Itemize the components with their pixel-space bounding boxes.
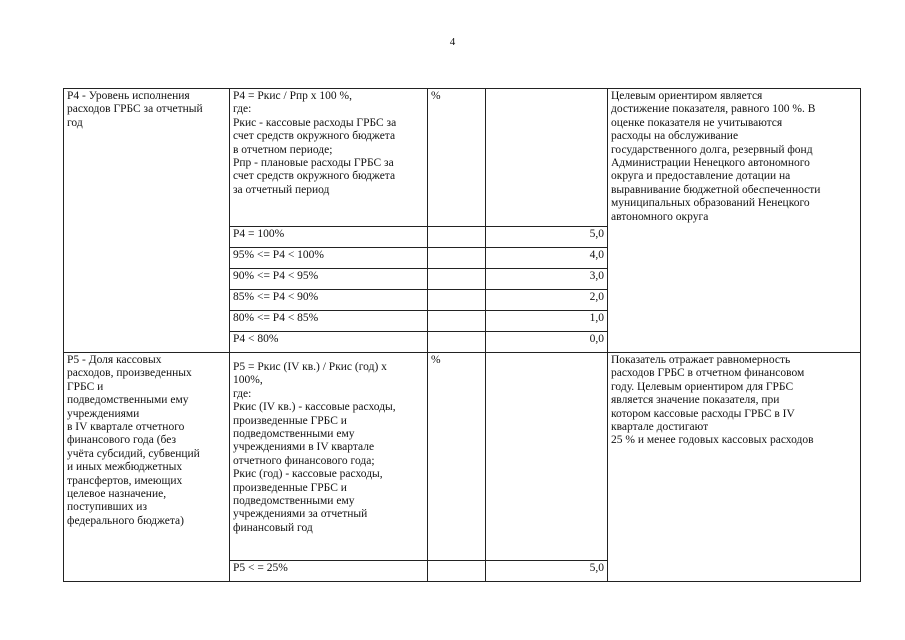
criteria-score: 3,0 — [486, 269, 608, 290]
table-row — [64, 89, 861, 227]
page-number: 4 — [449, 36, 456, 48]
criteria-unit-cell — [428, 269, 486, 290]
criteria-condition: Р4 = 100% — [230, 227, 428, 248]
criteria-unit-cell — [428, 311, 486, 332]
criteria-condition: 95% <= Р4 < 100% — [230, 248, 428, 269]
criteria-score: 4,0 — [486, 248, 608, 269]
criteria-unit-cell — [428, 290, 486, 311]
criteria-condition: Р5 < = 25% — [230, 561, 428, 582]
criteria-score: 1,0 — [486, 311, 608, 332]
criteria-condition: 90% <= Р4 < 95% — [230, 269, 428, 290]
indicator-name: Р5 - Доля кассовых расходов, произведенных ГРБС и подведомственными ему учреждениями в IV квартале отчетного финансового года (без учёта субсидий, субвенций и иных межбюджетных трансфертов, имеющих целевое назначение, поступивших из федерального бюджета) — [64, 353, 230, 582]
indicator-description: Целевым ориентиром является достижение показателя, равного 100 %. В оценке показателя не учитываются расходы на обслуживание государственного долга, резервный фонд Администрации Ненецкого автономного округа и предоставление дотации на выравнивание бюджетной обеспеченности муниципальных образований Ненецкого автономного округа — [608, 89, 861, 353]
criteria-unit-cell — [428, 332, 486, 353]
score-cell — [486, 353, 608, 561]
criteria-unit-cell — [428, 561, 486, 582]
indicator-unit: % — [428, 353, 486, 561]
table-row — [64, 353, 861, 561]
indicator-name: Р4 - Уровень исполнения расходов ГРБС за отчетный год — [64, 89, 230, 353]
indicator-formula: Р4 = Ркис / Рпр х 100 %, где: Ркис - кассовые расходы ГРБС за счет средств окружного бюджета в отчетном периоде; Рпр - плановые расходы ГРБС за счет средств окружного бюджета за отчетный период — [230, 89, 428, 227]
criteria-score: 5,0 — [486, 561, 608, 582]
criteria-condition: 85% <= Р4 < 90% — [230, 290, 428, 311]
criteria-condition: Р4 < 80% — [230, 332, 428, 353]
criteria-condition: 80% <= Р4 < 85% — [230, 311, 428, 332]
criteria-score: 0,0 — [486, 332, 608, 353]
criteria-unit-cell — [428, 227, 486, 248]
indicators-table — [63, 88, 861, 582]
score-cell — [486, 89, 608, 227]
criteria-score: 2,0 — [486, 290, 608, 311]
indicator-description: Показатель отражает равномерность расходов ГРБС в отчетном финансовом году. Целевым ориентиром для ГРБС является значение показателя, при котором кассовые расходы ГРБС в IV квартале достигают 25 % и менее годовых кассовых расходов — [608, 353, 861, 582]
indicator-formula: Р5 = Ркис (IV кв.) / Ркис (год) х 100%, где: Ркис (IV кв.) - кассовые расходы, произведенные ГРБС и подведомственными ему учреждениями в IV квартале отчетного финансового года; Ркис (год) - кассовые расходы, произведенные ГРБС и подведомственными ему учреждениями за отчетный финансовый год — [230, 353, 428, 561]
indicator-unit: % — [428, 89, 486, 227]
criteria-unit-cell — [428, 248, 486, 269]
criteria-score: 5,0 — [486, 227, 608, 248]
